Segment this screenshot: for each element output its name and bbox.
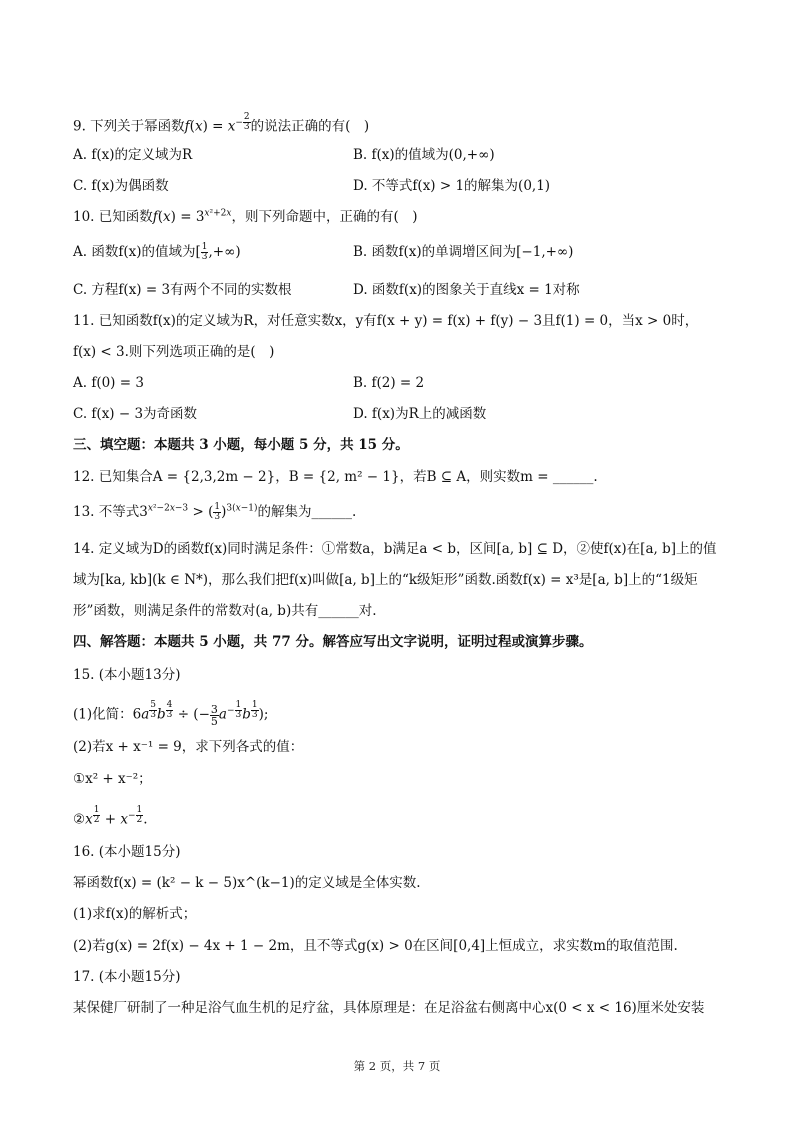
q15-part-2: (2)若x + x⁻¹ = 9，求下列各式的值： — [73, 739, 304, 755]
q11-option-c: C. f(x) − 3为奇函数 — [73, 406, 198, 422]
q10-stem-text-b: ，则下列命题中，正确的有( ) — [231, 209, 418, 225]
q11-line-2: f(x) < 3.则下列选项正确的是( ) — [73, 344, 275, 360]
q11-option-d: D. f(x)为R上的减函数 — [353, 406, 487, 422]
q10-stem-text-a: 10. 已知函数 — [73, 209, 153, 225]
q17-heading: 17. (本小题15分) — [73, 969, 181, 985]
q15-sub-1: ①x² + x⁻²； — [73, 771, 152, 787]
q11-option-a: A. f(0) = 3 — [73, 375, 144, 391]
q13-text-post: 的解集为______. — [257, 504, 357, 520]
q13: 13. 不等式$3^{x^2-2x-3}$ > ( $\frac{1}{3}$ )$^{3(x-1)}$的解集为______. — [73, 502, 357, 522]
q10-stem: 10. 已知函数$f(x) = 3^{x^2+2x}$，则下列命题中，正确的有( ) — [73, 208, 418, 225]
q11-line-1: 11. 已知函数f(x)的定义域为R，对任意实数x，y有f(x + y) = f(x) + f(y) − 3且f(1) = 0，当x > 0时， — [73, 313, 699, 329]
q10-option-a-post: ,+∞) — [208, 244, 241, 260]
q16-line-1: 幂函数f(x) = (k² − k − 5)x^(k−1)的定义域是全体实数. — [73, 875, 421, 891]
q9-option-b: B. f(x)的值域为(0,+∞) — [353, 147, 495, 163]
q9-option-a: A. f(x)的定义域为R — [73, 147, 193, 163]
section-4-heading: 四、解答题：本题共 5 小题，共 77 分。解答应写出文字说明，证明过程或演算步骤。 — [73, 634, 593, 650]
q11-option-b: B. f(2) = 2 — [353, 375, 425, 391]
q9-option-c: C. f(x)为偶函数 — [73, 178, 169, 194]
q10-option-a: A. 函数f(x)的值域为[ $\frac{1}{3}$ ,+∞) — [73, 242, 241, 262]
q9-stem-text-b: 的说法正确的有( ) — [250, 118, 370, 135]
q10-option-b: B. 函数f(x)的单调增区间为[−1,+∞) — [353, 244, 574, 260]
page-footer: 第 2 页，共 7 页 — [353, 1059, 441, 1073]
section-3-heading: 三、填空题：本题共 3 小题，每小题 5 分，共 15 分。 — [73, 437, 409, 453]
q16-heading: 16. (本小题15分) — [73, 844, 181, 860]
q14-line-2: 域为[ka, kb](k ∈ N*)，那么我们把f(x)叫做[a, b]上的“k级矩形”函数.函数f(x) = x³是[a, b]上的“1级矩 — [73, 572, 698, 588]
q13-text-pre: 13. 不等式 — [73, 504, 140, 520]
q9-option-d: D. 不等式f(x) > 1的解集为(0,1) — [353, 178, 551, 194]
q10-option-c: C. 方程f(x) = 3有两个不同的实数根 — [73, 282, 292, 298]
q15-part-1: (1)化简：6a $^{\frac{5}{3}}$ b $^{\frac{4}{3}}$ ÷ (− $\frac{3}{5}$ $a^{- \frac{1}{3}}$ b $^{\frac{1}{3}}$ ); — [73, 700, 269, 728]
q13-text-mid: > ( — [188, 504, 214, 520]
q16-line-3: (2)若g(x) = 2f(x) − 4x + 1 − 2m，且不等式g(x) > 0在区间[0,4]上恒成立，求实数m的取值范围. — [73, 938, 678, 954]
q14-line-3: 形”函数，则满足条件的常数对(a, b)共有______对. — [73, 603, 377, 619]
q9-stem-text-a: 9. 下列关于幂函数 — [73, 118, 185, 135]
q15-part-1-label: (1)化简： — [73, 706, 133, 723]
q15-sub-2-label: ② — [73, 811, 86, 828]
q17-line-1: 某保健厂研制了一种足浴气血生机的足疗盆，具体原理是：在足浴盆右侧离中心x(0 < x < 16)厘米处安装 — [73, 1000, 705, 1016]
q10-option-a-pre: A. 函数f(x)的值域为[ — [73, 244, 201, 260]
q15-sub-2: ②x $^{\frac{1}{2}}$ + $x^{- \frac{1}{2}}$ . — [73, 805, 148, 828]
q16-line-2: (1)求f(x)的解析式； — [73, 906, 197, 922]
q12: 12. 已知集合A = {2,3,2m − 2}，B = {2, m² − 1}，若B ⊆ A，则实数m = ______. — [73, 469, 598, 485]
q9-stem: 9. 下列关于幂函数$f(x) = x^{- \frac{2}{3}}$ 的说法正确的有( ) — [73, 112, 370, 135]
q10-option-d: D. 函数f(x)的图象关于直线x = 1对称 — [353, 282, 580, 298]
q15-heading: 15. (本小题13分) — [73, 667, 181, 683]
q14-line-1: 14. 定义域为D的函数f(x)同时满足条件：①常数a，b满足a < b，区间[a, b] ⊆ D，②使f(x)在[a, b]上的值 — [73, 541, 717, 557]
